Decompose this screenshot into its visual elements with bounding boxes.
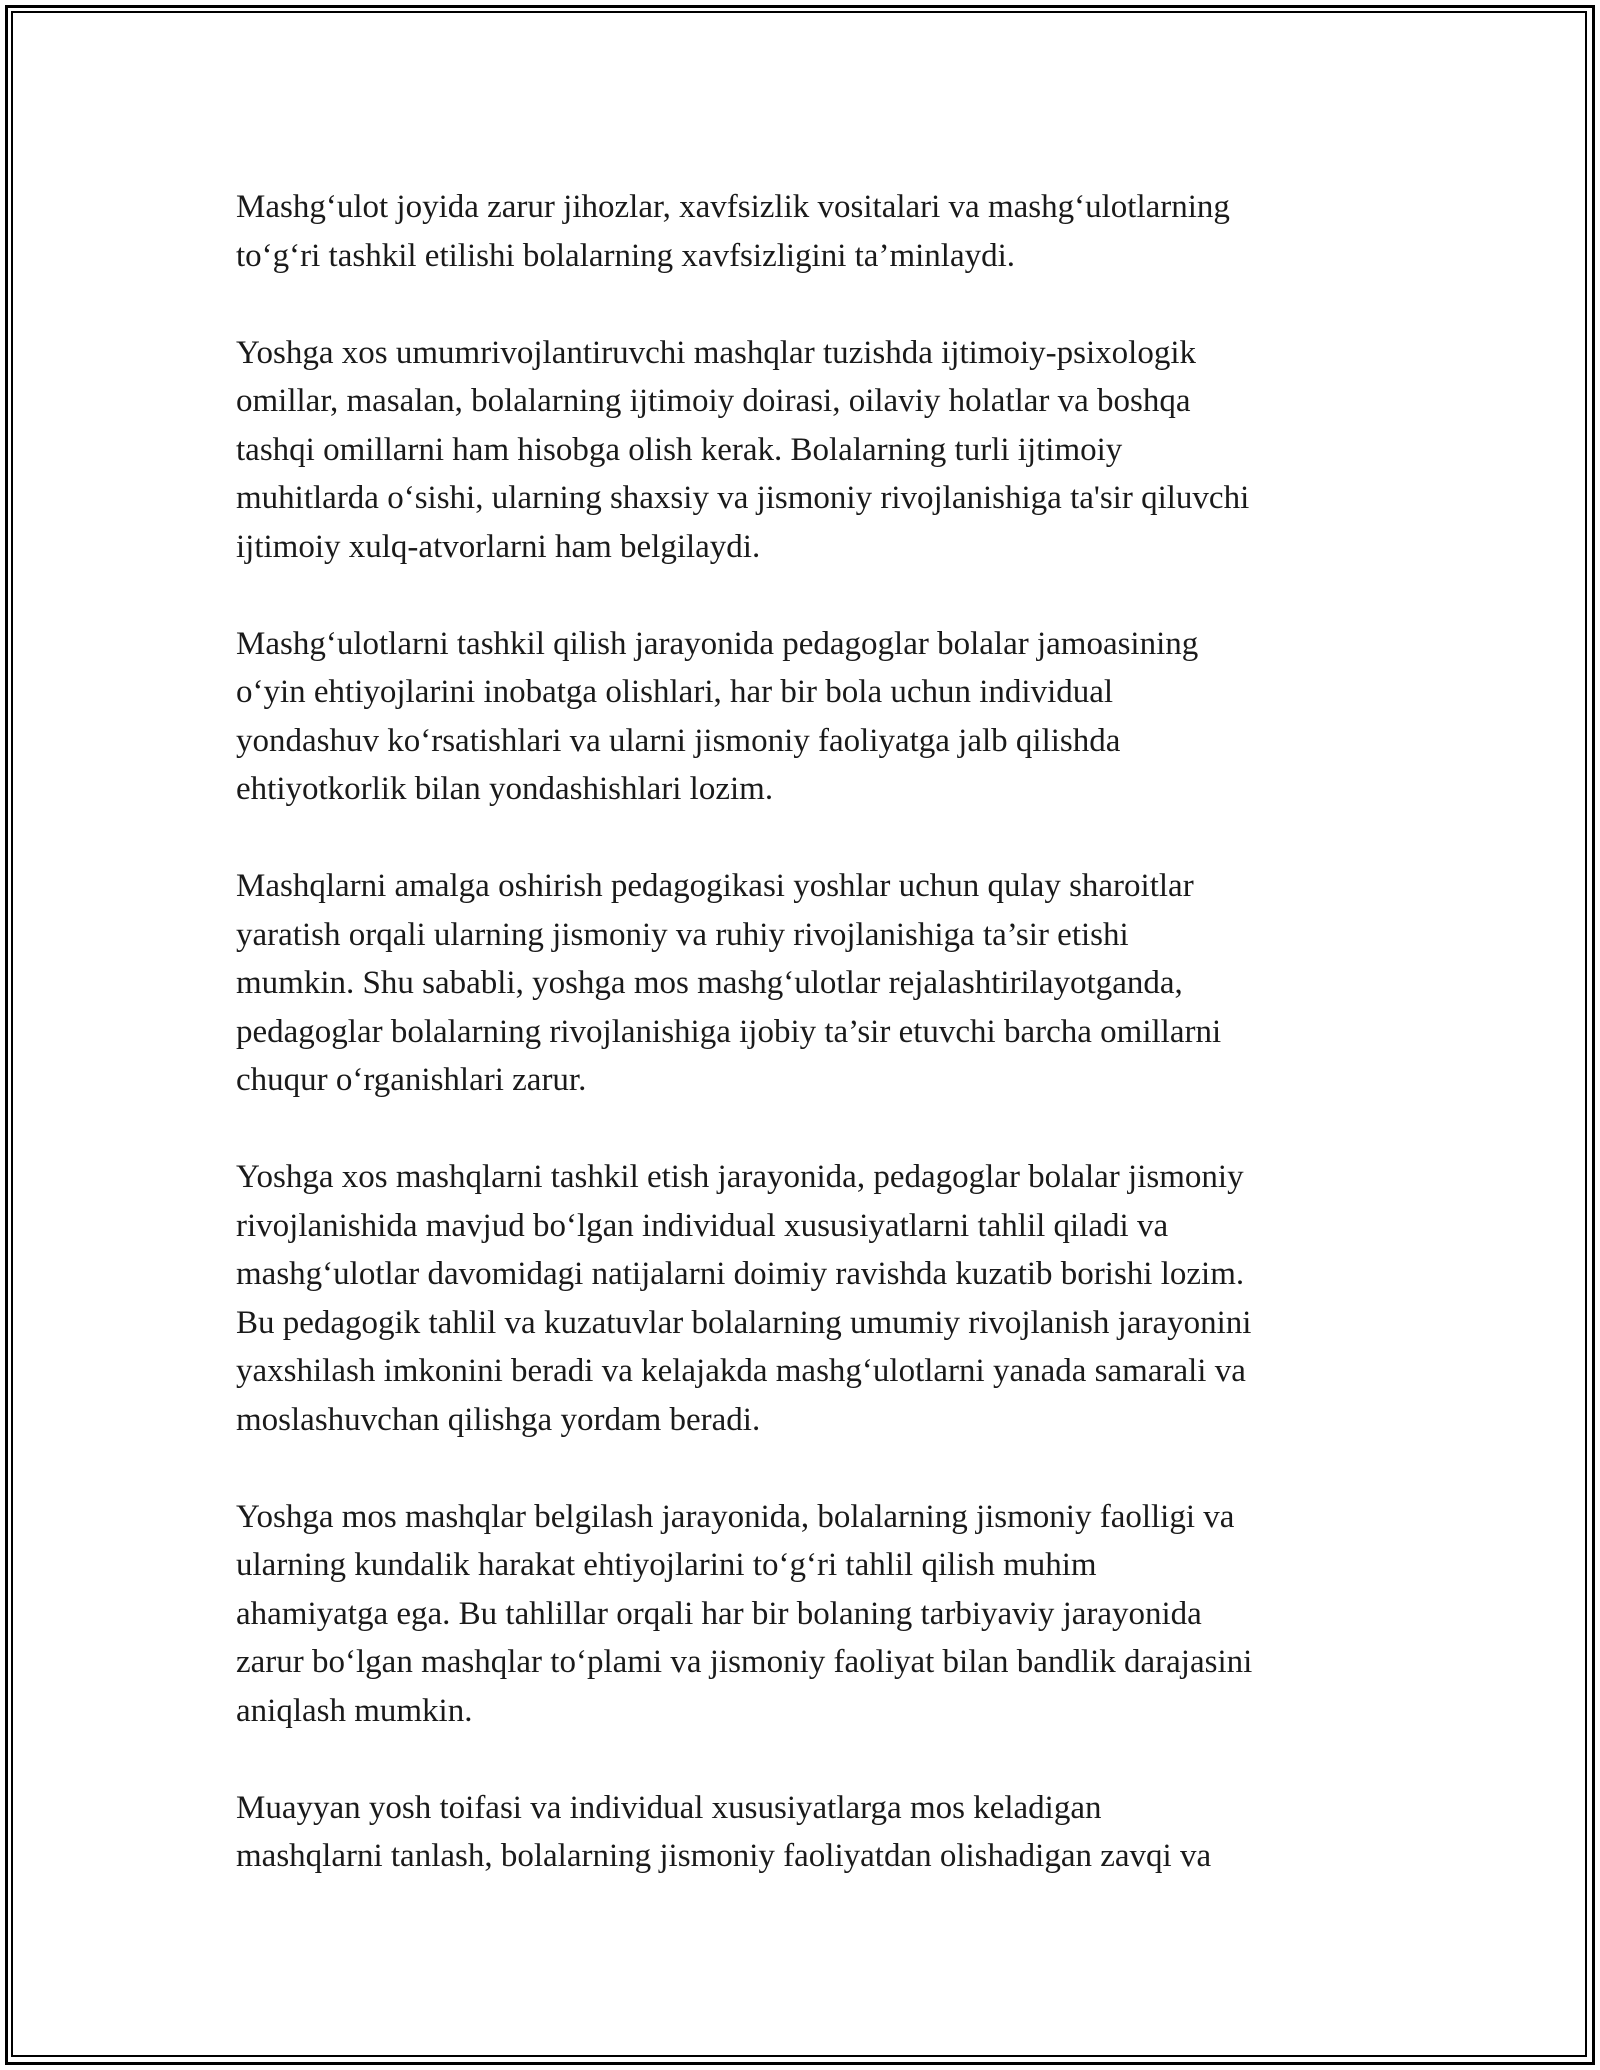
paragraph-4 <box>236 862 1396 1105</box>
document-body <box>236 183 1396 1929</box>
text-line: yondashuv ko‘rsatishlari va ularni jismoniy faoliyatga jalb qilishda <box>236 722 1121 759</box>
text-line: Yoshga xos mashqlarni tashkil etish jarayonida, pedagoglar bolalar jismoniy <box>236 1159 1244 1195</box>
text-line: ahamiyatga ega. Bu tahlillar orqali har bir bolaning tarbiyaviy jarayonida <box>236 1595 1202 1632</box>
text-line: o‘yin ehtiyojlarini inobatga olishlari, har bir bola uchun individual <box>236 674 1114 710</box>
text-line: muhitlarda o‘sishi, ularning shaxsiy va jismoniy rivojlanishiga ta'sir qiluvchi <box>236 480 1250 516</box>
text-line: yaxshilash imkonini beradi va kelajakda mashg‘ulotlarni yanada samarali va <box>236 1353 1246 1389</box>
text-line: Mashqlarni amalga oshirish pedagogikasi yoshlar uchun qulay sharoitlar <box>236 868 1194 904</box>
paragraph-3 <box>236 620 1396 814</box>
text-line: zarur bo‘lgan mashqlar to‘plami va jismoniy faoliyat bilan bandlik darajasini <box>236 1644 1253 1680</box>
paragraph-2 <box>236 329 1396 572</box>
text-line: Yoshga xos umumrivojlantiruvchi mashqlar tuzishda ijtimoiy-psixologik <box>236 334 1197 371</box>
text-line: ijtimoiy xulq-atvorlarni ham belgilaydi. <box>236 528 761 565</box>
paragraph-7 <box>236 1784 1396 1881</box>
text-line: Yoshga mos mashqlar belgilash jarayonida, bolalarning jismoniy faolligi va <box>236 1498 1235 1535</box>
paragraph-1 <box>236 183 1396 280</box>
text-line: pedagoglar bolalarning rivojlanishiga ijobiy ta’sir etuvchi barcha omillarni <box>236 1013 1222 1050</box>
text-line: ehtiyotkorlik bilan yondashishlari lozim. <box>236 771 774 807</box>
text-line: mashqlarni tanlash, bolalarning jismoniy faoliyatdan olishadigan zavqi va <box>236 1838 1212 1874</box>
text-line: Mashg‘ulot joyida zarur jihozlar, xavfsizlik vositalari va mashg‘ulotlarning <box>236 189 1230 225</box>
text-line: aniqlash mumkin. <box>236 1692 473 1729</box>
text-line: to‘g‘ri tashkil etilishi bolalarning xavfsizligini ta’minlaydi. <box>236 237 1016 274</box>
text-line: omillar, masalan, bolalarning ijtimoiy doirasi, oilaviy holatlar va boshqa <box>236 383 1191 419</box>
text-line: mashg‘ulotlar davomidagi natijalarni doimiy ravishda kuzatib borishi lozim. <box>236 1256 1245 1292</box>
text-line: chuqur o‘rganishlari zarur. <box>236 1062 587 1098</box>
paragraph-6 <box>236 1493 1396 1736</box>
text-line: moslashuvchan qilishga yordam beradi. <box>236 1401 761 1438</box>
paragraph-5 <box>236 1153 1396 1444</box>
text-line: Mashg‘ulotlarni tashkil qilish jarayonida pedagoglar bolalar jamoasining <box>236 625 1199 662</box>
text-line: Muayyan yosh toifasi va individual xususiyatlarga mos keladigan <box>236 1789 1102 1826</box>
text-line: tashqi omillarni ham hisobga olish kerak. Bolalarning turli ijtimoiy <box>236 431 1123 468</box>
text-line: rivojlanishida mavjud bo‘lgan individual xususiyatlarni tahlil qiladi va <box>236 1207 1169 1244</box>
text-line: ularning kundalik harakat ehtiyojlarini to‘g‘ri tahlil qilish muhim <box>236 1547 1097 1583</box>
text-line: mumkin. Shu sababli, yoshga mos mashg‘ulotlar rejalashtirilayotganda, <box>236 965 1183 1001</box>
text-line: yaratish orqali ularning jismoniy va ruhiy rivojlanishiga ta’sir etishi <box>236 916 1129 953</box>
text-line: Bu pedagogik tahlil va kuzatuvlar bolalarning umumiy rivojlanish jarayonini <box>236 1304 1252 1341</box>
